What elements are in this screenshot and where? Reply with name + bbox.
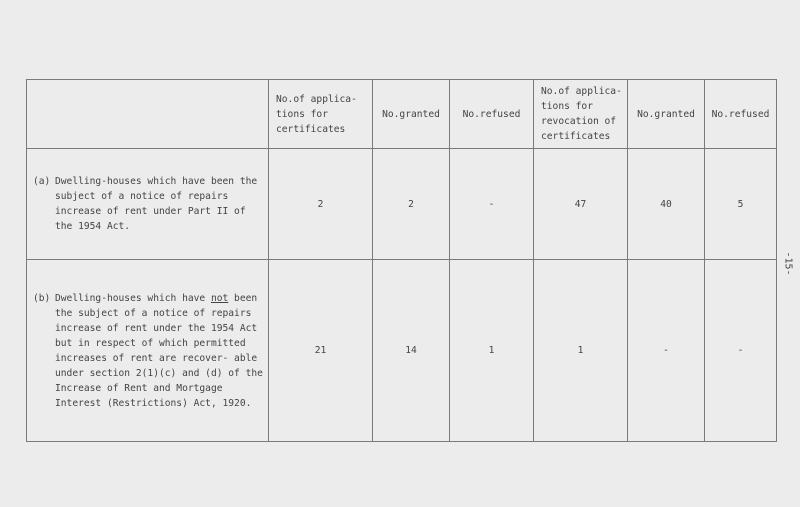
header-label: [27, 80, 269, 149]
header-applications-revocation: No.of applica- tions for revocation of certificates: [534, 80, 628, 149]
cell-granted-2: 40: [628, 149, 705, 260]
row-marker: (b): [33, 292, 51, 304]
cell-applications-revocation: 1: [534, 260, 628, 442]
cell-granted-2: -: [628, 260, 705, 442]
row-description: Dwelling-houses which have not been the subject of a notice of repairs increase of rent under the 1954 Act but in respect of which permitted increases of rent are recover- able under section 2(1)(c) and (d) of the Increase of Rent and Mortgage Interest (Restrictions) Act, 1920.: [55, 292, 263, 409]
cell-refused-1: 1: [450, 260, 534, 442]
header-granted-2: No.granted: [628, 80, 705, 149]
row-label: [27, 260, 269, 442]
header-refused-2: No.refused: [705, 80, 777, 149]
header-granted-1: No.granted: [373, 80, 450, 149]
header-applications-certificates: No.of applica- tions for certificates: [269, 80, 373, 149]
cell-refused-1: -: [450, 149, 534, 260]
cell-applications-revocation: 47: [534, 149, 628, 260]
header-refused-1: No.refused: [450, 80, 534, 149]
table-header-row: [27, 80, 777, 149]
page-number: -15-: [782, 251, 794, 276]
cell-refused-2: -: [705, 260, 777, 442]
row-marker: (a): [33, 176, 51, 187]
table-row: [27, 260, 777, 442]
table-row: [27, 149, 777, 260]
row-description: Dwelling-houses which have been the subject of a notice of repairs increase of rent under Part II of the 1954 Act.: [55, 176, 258, 232]
cell-applications-certificates: 2: [269, 149, 373, 260]
cell-granted-1: 2: [373, 149, 450, 260]
cell-granted-1: 14: [373, 260, 450, 442]
applications-table: [26, 79, 777, 442]
cell-applications-certificates: 21: [269, 260, 373, 442]
cell-refused-2: 5: [705, 149, 777, 260]
row-label: [27, 149, 269, 260]
